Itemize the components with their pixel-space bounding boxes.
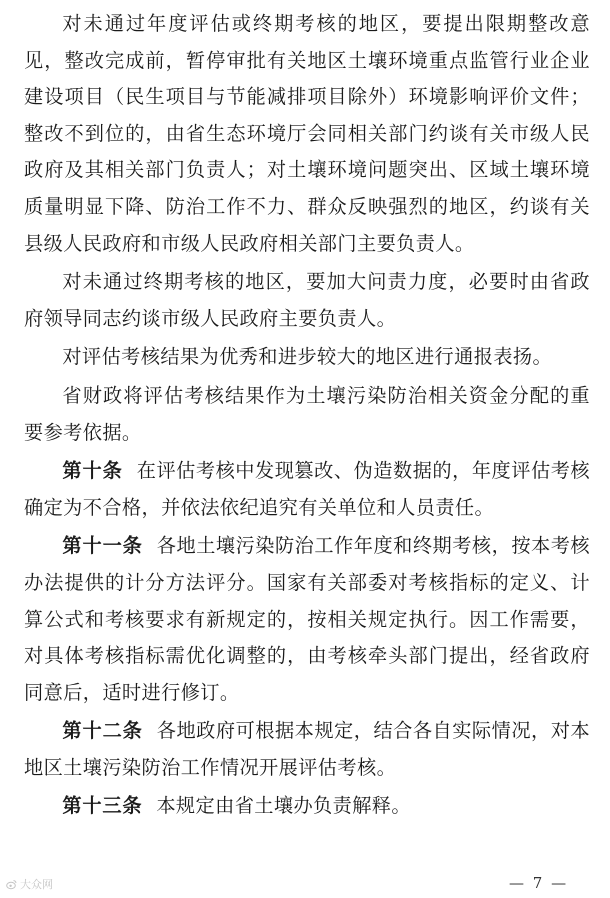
weibo-icon — [6, 879, 17, 890]
paragraph — [24, 264, 590, 337]
article-11 — [24, 528, 590, 711]
paragraph-text: 对评估考核结果为优秀和进步较大的地区进行通报表扬。 — [62, 345, 553, 369]
watermark-text: 大众网 — [20, 878, 53, 891]
watermark — [6, 876, 53, 892]
page-number: — 7 — — [509, 874, 569, 892]
paragraph-text: 省财政将评估考核结果作为土壤污染防治相关资金分配的重要参考依据。 — [24, 383, 590, 444]
paragraph — [24, 339, 590, 376]
paragraph-text: 对未通过终期考核的地区，要加大问责力度，必要时由省政府领导同志约谈市级人民政府主要负责人。 — [24, 270, 590, 330]
paragraph — [24, 6, 590, 262]
document-body — [24, 6, 590, 827]
paragraph-text: 对未通过年度评估或终期考核的地区，要提出限期整改意见，整改完成前，暂停审批有关地区土壤环境重点监管行业企业建设项目（民生项目与节能减排项目除外）环境影响评价文件；整改不到位的，由省生态环境厅会同相关部门约谈有关市级人民政府及其相关部门负责人；对土壤环境问题突出、区域土壤环境质量明显下降、防治工作不力、群众反映强烈的地区，约谈有关县级人民政府和市级人民政府相关部门主要负责人。 — [24, 12, 590, 255]
article-text: 在评估考核中发现篡改、伪造数据的，年度评估考核确定为不合格，并依法依纪追究有关单位和人员责任。 — [24, 459, 590, 519]
article-text: 各地政府可根据本规定，结合各自实际情况，对本地区土壤污染防治工作情况开展评估考核。 — [24, 719, 590, 779]
article-12 — [24, 713, 590, 786]
article-heading: 第十一条 — [62, 534, 143, 558]
article-heading: 第十三条 — [62, 794, 143, 818]
article-text: 各地土壤污染防治工作年度和终期考核，按本考核办法提供的计分方法评分。国家有关部委对考核指标的定义、计算公式和考核要求有新规定的，按相关规定执行。因工作需要，对具体考核指标需优化调整的，由考核牵头部门提出，经省政府同意后，适时进行修订。 — [24, 534, 590, 704]
article-text: 本规定由省土壤办负责解释。 — [156, 794, 411, 818]
article-13 — [24, 788, 590, 825]
article-heading: 第十条 — [62, 459, 123, 483]
article-heading: 第十二条 — [62, 719, 143, 743]
paragraph — [24, 378, 590, 451]
article-10 — [24, 453, 590, 526]
